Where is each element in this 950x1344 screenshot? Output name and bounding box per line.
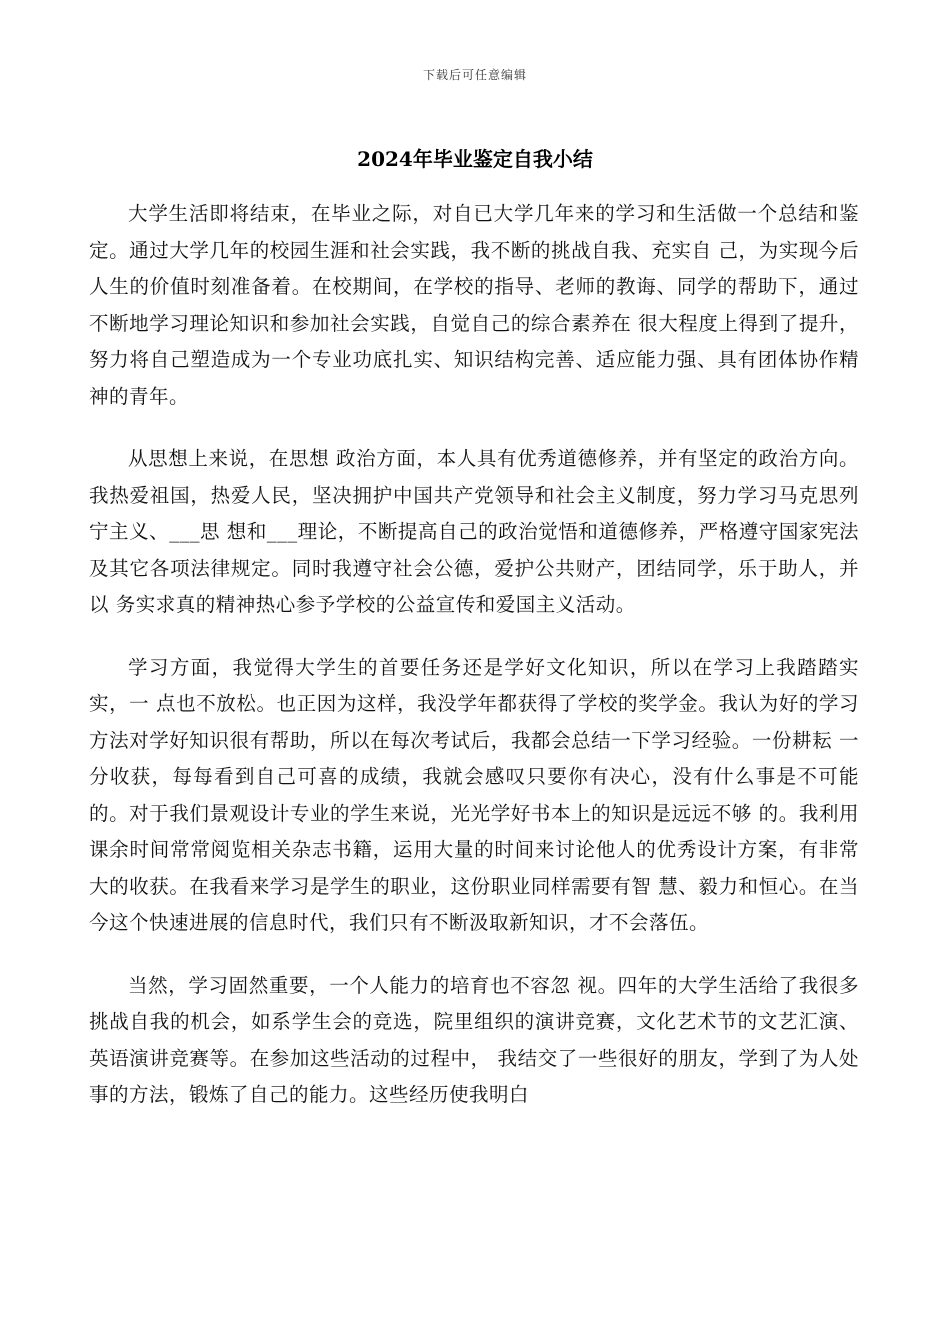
- paragraph-study: 学习方面，我觉得大学生的首要任务还是学好文化知识，所以在学习上我踏踏实实，一 点也不放松。也正因为这样，我没学年都获得了学校的奖学金。我认为好的学习方法对学好知识很有帮助，所以在每次考试后，我都会总结一下学习经验。一份耕耘 一分收获，每每看到自己可喜的成绩，我就会感叹只要你有决心，没有什么事是不可能的。对于我们景观设计专业的学生来说，光光学好书本上的知识是远远不够 的。我利用课余时间常常阅览相关杂志书籍，运用大量的时间来讨论他人的优秀设计方案，有非常大的收获。在我看来学习是学生的职业，这份职业同样需要有智 慧、毅力和恒心。在当今这个快速进展的信息时代，我们只有不断汲取新知识，才不会落伍。: [89, 655, 859, 934]
- document-body: [89, 196, 859, 1140]
- paragraph-ability: 当然，学习固然重要，一个人能力的培育也不容忽 视。四年的大学生活给了我很多挑战自我的机会，如系学生会的竞选，院里组织的演讲竞赛，文化艺术节的文艺汇演、英语演讲竞赛等。在参加这些活动的过程中， 我结交了一些很好的朋友，学到了为人处事的方法，锻炼了自己的能力。这些经历使我明白: [89, 973, 859, 1106]
- paragraph-intro: 大学生活即将结束，在毕业之际，对自已大学几年来的学习和生活做一个总结和鉴定。通过大学几年的校园生涯和社会实践，我不断的挑战自我、充实自 己，为实现今后人生的价值时刻准备着。在校期间，在学校的指导、老师的教诲、同学的帮助下，通过不断地学习理论知识和参加社会实践，自觉自己的综合素养在 很大程度上得到了提升，努力将自己塑造成为一个专业功底扎实、知识结构完善、适应能力强、具有团体协作精神的青年。: [89, 202, 859, 408]
- paragraph-ideology: 从思想上来说，在思想 政治方面，本人具有优秀道德修养，并有坚定的政治方向。我热爱祖国，热爱人民，坚决拥护中国共产党领导和社会主义制度，努力学习马克思列宁主义、___思 想和___理论，不断提高自己的政治觉悟和道德修养，严格遵守国家宪法及其它各项法律规定。同时我遵守社会公德，爱护公共财产，团结同学，乐于助人，并以 务实求真的精神热心参予学校的公益宣传和爱国主义活动。: [89, 447, 859, 616]
- header-note: 下载后可任意编辑: [422, 68, 527, 82]
- page-title: 2024年毕业鉴定自我小结: [357, 147, 593, 171]
